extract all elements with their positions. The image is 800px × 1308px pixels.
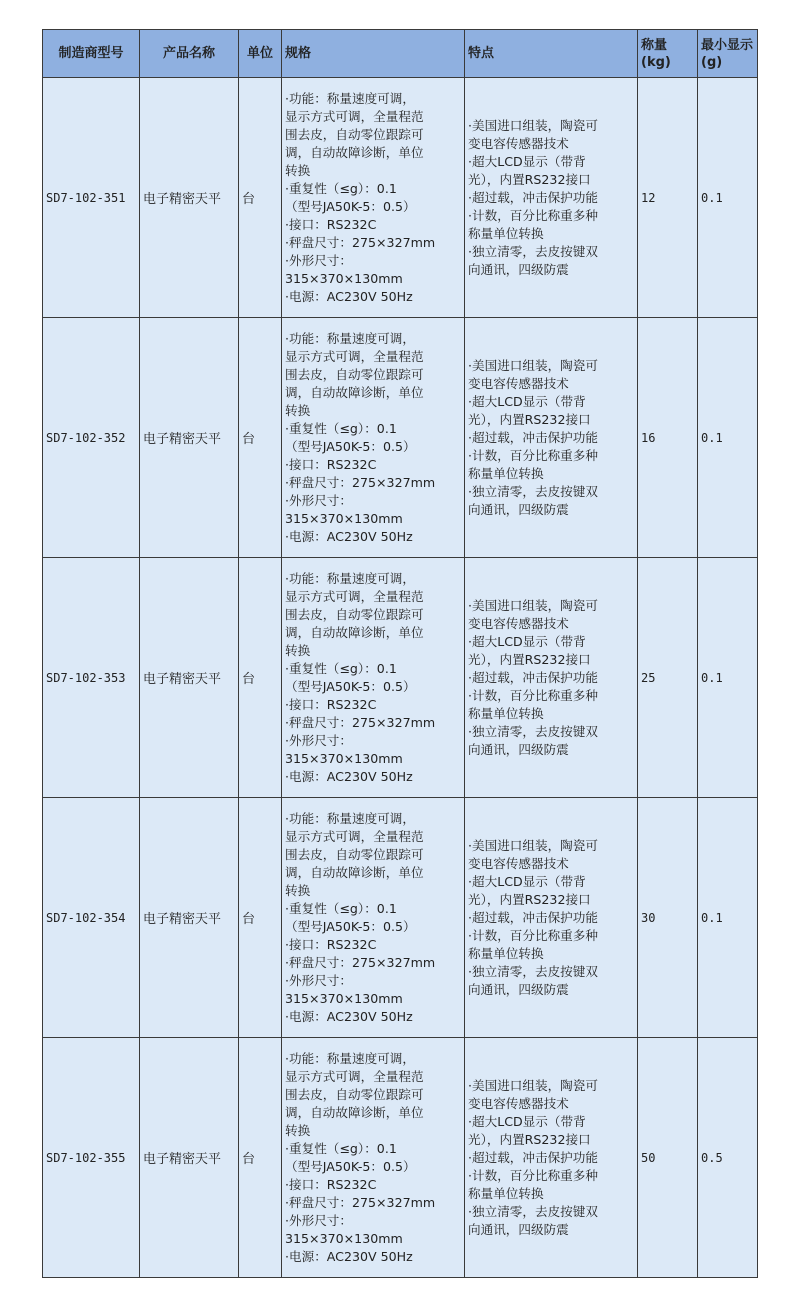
spec-line: 315×370×130mm bbox=[285, 1230, 403, 1246]
feature-line: 变电容传感器技术 bbox=[468, 375, 569, 391]
spec-line: ·功能：称量速度可调， bbox=[285, 1050, 415, 1066]
feature-line: 向通讯，四级防震 bbox=[468, 981, 569, 997]
header-name: 产品名称 bbox=[140, 30, 239, 78]
feature-line: ·独立清零，去皮按键双 bbox=[468, 723, 598, 739]
spec-cell bbox=[282, 78, 465, 318]
spec-line: ·外形尺寸： bbox=[285, 732, 352, 748]
feature-line: 光），内置RS232接口 bbox=[468, 651, 591, 667]
spec-line: ·电源：AC230V 50Hz bbox=[285, 288, 413, 304]
spec-line: （型号JA50K-5：0.5） bbox=[285, 198, 416, 214]
table-header bbox=[43, 30, 758, 78]
capacity-cell: 25 bbox=[638, 558, 698, 798]
spec-line: 315×370×130mm bbox=[285, 510, 403, 526]
feature-line: 向通讯，四级防震 bbox=[468, 261, 569, 277]
feature-line: 称量单位转换 bbox=[468, 1185, 544, 1201]
spec-line: ·接口：RS232C bbox=[285, 216, 377, 232]
feature-line: 变电容传感器技术 bbox=[468, 615, 569, 631]
spec-line: ·秤盘尺寸：275×327mm bbox=[285, 714, 436, 730]
spec-line: ·电源：AC230V 50Hz bbox=[285, 528, 413, 544]
readability-cell: 0.1 bbox=[698, 558, 758, 798]
capacity-cell: 16 bbox=[638, 318, 698, 558]
spec-line: 转换 bbox=[285, 402, 311, 418]
spec-line: （型号JA50K-5：0.5） bbox=[285, 1158, 416, 1174]
header-row bbox=[43, 30, 758, 78]
spec-line: ·外形尺寸： bbox=[285, 252, 352, 268]
feature-line: ·超大LCD显示（带背 bbox=[468, 1113, 586, 1129]
spec-line: （型号JA50K-5：0.5） bbox=[285, 438, 416, 454]
spec-cell bbox=[282, 1038, 465, 1278]
feature-line: 光），内置RS232接口 bbox=[468, 1131, 591, 1147]
spec-line: 转换 bbox=[285, 882, 311, 898]
capacity-cell: 30 bbox=[638, 798, 698, 1038]
spec-line: 调，自动故障诊断，单位 bbox=[285, 864, 424, 880]
feature-line: ·超过载，冲击保护功能 bbox=[468, 429, 598, 445]
spec-line: 315×370×130mm bbox=[285, 750, 403, 766]
spec-line: ·电源：AC230V 50Hz bbox=[285, 1248, 413, 1264]
feature-line: 称量单位转换 bbox=[468, 705, 544, 721]
spec-line: ·秤盘尺寸：275×327mm bbox=[285, 474, 436, 490]
feature-line: ·超大LCD显示（带背 bbox=[468, 873, 586, 889]
product-name-cell: 电子精密天平 bbox=[140, 318, 239, 558]
table-body bbox=[43, 78, 758, 1278]
spec-line: ·功能：称量速度可调， bbox=[285, 810, 415, 826]
spec-line: 显示方式可调，全量程范 bbox=[285, 348, 424, 364]
spec-cell bbox=[282, 798, 465, 1038]
feature-line: ·超大LCD显示（带背 bbox=[468, 393, 586, 409]
readability-cell: 0.1 bbox=[698, 318, 758, 558]
unit-cell: 台 bbox=[239, 798, 282, 1038]
unit-cell: 台 bbox=[239, 318, 282, 558]
spec-line: 315×370×130mm bbox=[285, 990, 403, 1006]
table-row bbox=[43, 558, 758, 798]
features-cell bbox=[465, 78, 638, 318]
table-row bbox=[43, 318, 758, 558]
feature-line: ·美国进口组装，陶瓷可 bbox=[468, 837, 598, 853]
spec-line: ·外形尺寸： bbox=[285, 972, 352, 988]
feature-line: ·超大LCD显示（带背 bbox=[468, 633, 586, 649]
spec-cell bbox=[282, 558, 465, 798]
spec-line: 显示方式可调，全量程范 bbox=[285, 588, 424, 604]
feature-line: ·计数，百分比称重多种 bbox=[468, 1167, 598, 1183]
readability-cell: 0.1 bbox=[698, 78, 758, 318]
feature-line: ·独立清零，去皮按键双 bbox=[468, 1203, 598, 1219]
spec-line: ·秤盘尺寸：275×327mm bbox=[285, 1194, 436, 1210]
feature-line: ·计数，百分比称重多种 bbox=[468, 687, 598, 703]
feature-line: 变电容传感器技术 bbox=[468, 855, 569, 871]
features-cell bbox=[465, 558, 638, 798]
feature-line: ·美国进口组装，陶瓷可 bbox=[468, 1077, 598, 1093]
capacity-cell: 12 bbox=[638, 78, 698, 318]
spec-line: 调，自动故障诊断，单位 bbox=[285, 384, 424, 400]
model-cell: SD7-102-351 bbox=[43, 78, 140, 318]
spec-line: 显示方式可调，全量程范 bbox=[285, 828, 424, 844]
feature-line: ·超过载，冲击保护功能 bbox=[468, 669, 598, 685]
feature-line: 向通讯，四级防震 bbox=[468, 1221, 569, 1237]
spec-line: ·电源：AC230V 50Hz bbox=[285, 1008, 413, 1024]
spec-line: 显示方式可调，全量程范 bbox=[285, 1068, 424, 1084]
capacity-cell: 50 bbox=[638, 1038, 698, 1278]
spec-line: ·重复性（≤g）：0.1 bbox=[285, 420, 397, 436]
spec-line: 显示方式可调，全量程范 bbox=[285, 108, 424, 124]
table-row bbox=[43, 78, 758, 318]
table-row bbox=[43, 1038, 758, 1278]
spec-line: 围去皮，自动零位跟踪可 bbox=[285, 126, 424, 142]
feature-line: ·独立清零，去皮按键双 bbox=[468, 963, 598, 979]
header-model: 制造商型号 bbox=[43, 30, 140, 78]
features-cell bbox=[465, 318, 638, 558]
spec-line: 转换 bbox=[285, 162, 311, 178]
features-cell bbox=[465, 798, 638, 1038]
product-name-cell: 电子精密天平 bbox=[140, 798, 239, 1038]
product-name-cell: 电子精密天平 bbox=[140, 558, 239, 798]
feature-line: 称量单位转换 bbox=[468, 225, 544, 241]
feature-line: 称量单位转换 bbox=[468, 945, 544, 961]
spec-line: （型号JA50K-5：0.5） bbox=[285, 678, 416, 694]
feature-line: ·超过载，冲击保护功能 bbox=[468, 1149, 598, 1165]
product-name-cell: 电子精密天平 bbox=[140, 78, 239, 318]
spec-line: ·接口：RS232C bbox=[285, 456, 377, 472]
spec-line: ·功能：称量速度可调， bbox=[285, 90, 415, 106]
feature-line: ·独立清零，去皮按键双 bbox=[468, 243, 598, 259]
feature-line: 光），内置RS232接口 bbox=[468, 171, 591, 187]
spec-line: ·功能：称量速度可调， bbox=[285, 570, 415, 586]
feature-line: ·超大LCD显示（带背 bbox=[468, 153, 586, 169]
feature-line: ·计数，百分比称重多种 bbox=[468, 927, 598, 943]
features-cell bbox=[465, 1038, 638, 1278]
feature-line: ·计数，百分比称重多种 bbox=[468, 447, 598, 463]
spec-line: 围去皮，自动零位跟踪可 bbox=[285, 366, 424, 382]
feature-line: 向通讯，四级防震 bbox=[468, 741, 569, 757]
spec-line: 调，自动故障诊断，单位 bbox=[285, 144, 424, 160]
spec-line: （型号JA50K-5：0.5） bbox=[285, 918, 416, 934]
feature-line: ·超过载，冲击保护功能 bbox=[468, 189, 598, 205]
feature-line: ·计数，百分比称重多种 bbox=[468, 207, 598, 223]
model-cell: SD7-102-352 bbox=[43, 318, 140, 558]
spec-line: 315×370×130mm bbox=[285, 270, 403, 286]
spec-line: 转换 bbox=[285, 1122, 311, 1138]
product-spec-table bbox=[42, 29, 758, 1278]
feature-line: ·美国进口组装，陶瓷可 bbox=[468, 117, 598, 133]
feature-line: 变电容传感器技术 bbox=[468, 135, 569, 151]
model-cell: SD7-102-353 bbox=[43, 558, 140, 798]
header-unit: 单位 bbox=[239, 30, 282, 78]
unit-cell: 台 bbox=[239, 558, 282, 798]
spec-line: ·重复性（≤g）：0.1 bbox=[285, 900, 397, 916]
spec-line: ·秤盘尺寸：275×327mm bbox=[285, 234, 436, 250]
spec-line: 围去皮，自动零位跟踪可 bbox=[285, 606, 424, 622]
spec-line: 围去皮，自动零位跟踪可 bbox=[285, 846, 424, 862]
header-capacity: 称量(kg) bbox=[638, 30, 698, 78]
feature-line: ·美国进口组装，陶瓷可 bbox=[468, 597, 598, 613]
header-features: 特点 bbox=[465, 30, 638, 78]
feature-line: 光），内置RS232接口 bbox=[468, 891, 591, 907]
spec-line: ·重复性（≤g）：0.1 bbox=[285, 1140, 397, 1156]
unit-cell: 台 bbox=[239, 1038, 282, 1278]
header-spec: 规格 bbox=[282, 30, 465, 78]
feature-line: ·独立清零，去皮按键双 bbox=[468, 483, 598, 499]
model-cell: SD7-102-355 bbox=[43, 1038, 140, 1278]
feature-line: ·超过载，冲击保护功能 bbox=[468, 909, 598, 925]
spec-line: ·接口：RS232C bbox=[285, 1176, 377, 1192]
spec-line: ·外形尺寸： bbox=[285, 492, 352, 508]
product-name-cell: 电子精密天平 bbox=[140, 1038, 239, 1278]
model-cell: SD7-102-354 bbox=[43, 798, 140, 1038]
spec-line: ·外形尺寸： bbox=[285, 1212, 352, 1228]
spec-line: ·重复性（≤g）：0.1 bbox=[285, 180, 397, 196]
spec-line: ·功能：称量速度可调， bbox=[285, 330, 415, 346]
unit-cell: 台 bbox=[239, 78, 282, 318]
spec-line: 围去皮，自动零位跟踪可 bbox=[285, 1086, 424, 1102]
spec-line: ·秤盘尺寸：275×327mm bbox=[285, 954, 436, 970]
feature-line: ·美国进口组装，陶瓷可 bbox=[468, 357, 598, 373]
spec-line: ·重复性（≤g）：0.1 bbox=[285, 660, 397, 676]
spec-line: ·接口：RS232C bbox=[285, 696, 377, 712]
feature-line: 向通讯，四级防震 bbox=[468, 501, 569, 517]
spec-cell bbox=[282, 318, 465, 558]
spec-line: 转换 bbox=[285, 642, 311, 658]
spec-line: 调，自动故障诊断，单位 bbox=[285, 624, 424, 640]
readability-cell: 0.1 bbox=[698, 798, 758, 1038]
spec-line: ·电源：AC230V 50Hz bbox=[285, 768, 413, 784]
feature-line: 称量单位转换 bbox=[468, 465, 544, 481]
readability-cell: 0.5 bbox=[698, 1038, 758, 1278]
feature-line: 变电容传感器技术 bbox=[468, 1095, 569, 1111]
feature-line: 光），内置RS232接口 bbox=[468, 411, 591, 427]
table-row bbox=[43, 798, 758, 1038]
header-readability: 最小显示(g) bbox=[698, 30, 758, 78]
spec-line: 调，自动故障诊断，单位 bbox=[285, 1104, 424, 1120]
spec-line: ·接口：RS232C bbox=[285, 936, 377, 952]
